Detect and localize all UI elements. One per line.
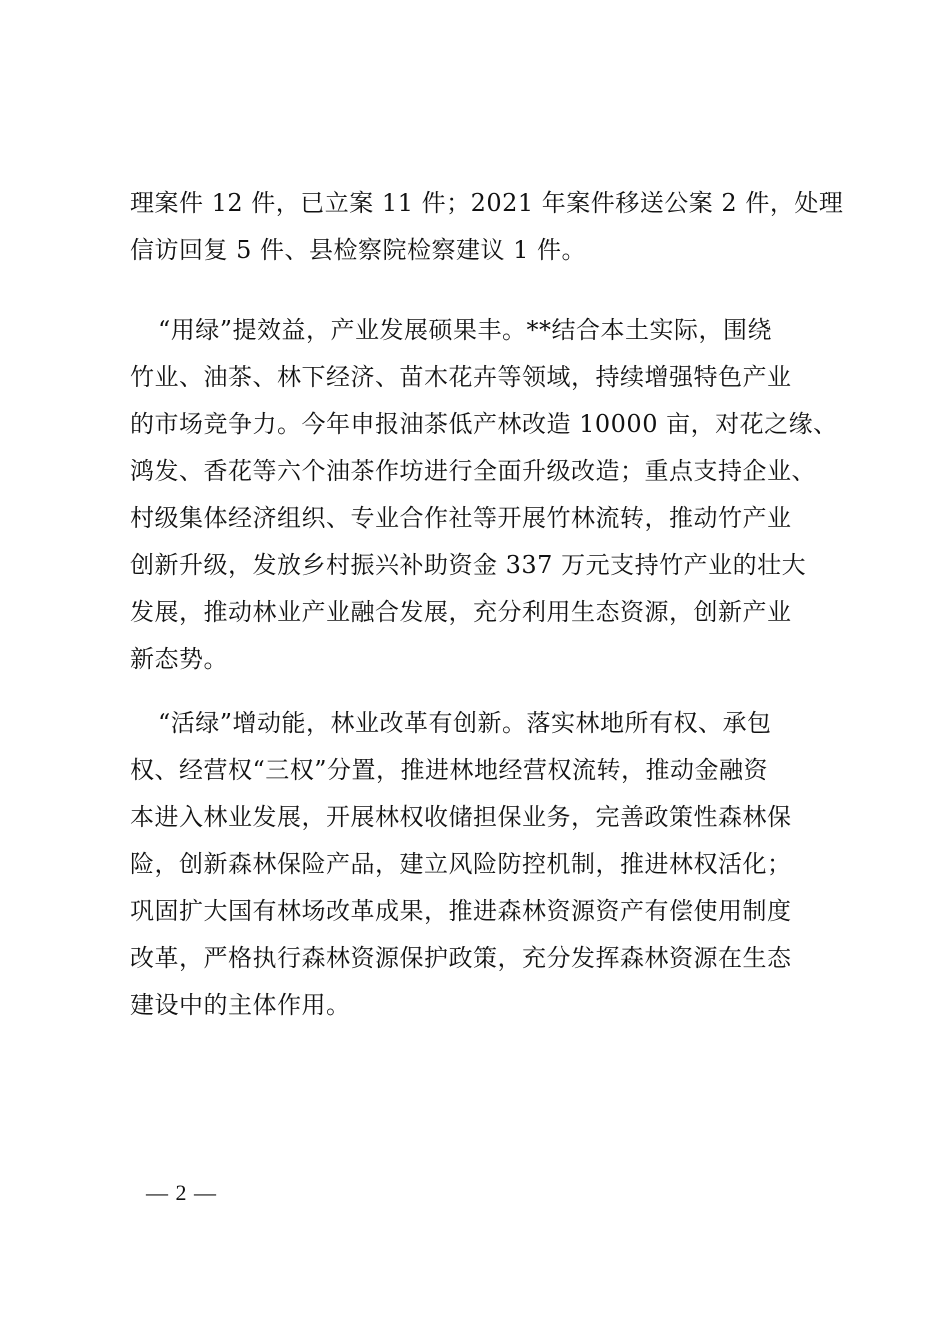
paragraph-forestry-reform (130, 700, 835, 1029)
paragraph-line: 巩固扩大国有林场改革成果，推进森林资源资产有偿使用制度 (130, 897, 792, 925)
paragraph-line: 的市场竞争力。今年申报油茶低产林改造 10000 亩，对花之缘、 (130, 410, 838, 438)
page-number: — 2 — (146, 1180, 217, 1205)
paragraph-industry-development (130, 307, 838, 683)
paragraph-line: 本进入林业发展，开展林权收储担保业务，完善政策性森林保 (130, 803, 792, 831)
paragraph-line: “用绿”提效益，产业发展硕果丰。**结合本土实际，围绕 (158, 316, 773, 344)
paragraph-case-handling (130, 180, 844, 274)
paragraph-line: 改革，严格执行森林资源保护政策，充分发挥森林资源在生态 (130, 944, 792, 972)
paragraph-line: 创新升级，发放乡村振兴补助资金 337 万元支持竹产业的壮大 (130, 551, 807, 579)
paragraph-line: 险，创新森林保险产品，建立风险防控机制，推进林权活化； (130, 850, 792, 878)
paragraph-line: 鸿发、香花等六个油茶作坊进行全面升级改造；重点支持企业、 (130, 457, 816, 485)
paragraph-line: 竹业、油茶、林下经济、苗木花卉等领域，持续增强特色产业 (130, 363, 792, 391)
paragraph-line: 发展，推动林业产业融合发展，充分利用生态资源，创新产业 (130, 598, 792, 626)
paragraph-line: 村级集体经济组织、专业合作社等开展竹林流转，推动竹产业 (130, 504, 792, 532)
paragraph-line: 理案件 12 件，已立案 11 件；2021 年案件移送公案 2 件，处理 (130, 189, 844, 217)
paragraph-line: 新态势。 (130, 645, 228, 673)
paragraph-line: “活绿”增动能，林业改革有创新。落实林地所有权、承包 (158, 709, 772, 737)
paragraph-line: 建设中的主体作用。 (130, 991, 351, 1019)
paragraph-line: 权、经营权“三权”分置，推进林地经营权流转，推动金融资 (130, 756, 769, 784)
paragraph-line: 信访回复 5 件、县检察院检察建议 1 件。 (130, 236, 587, 264)
